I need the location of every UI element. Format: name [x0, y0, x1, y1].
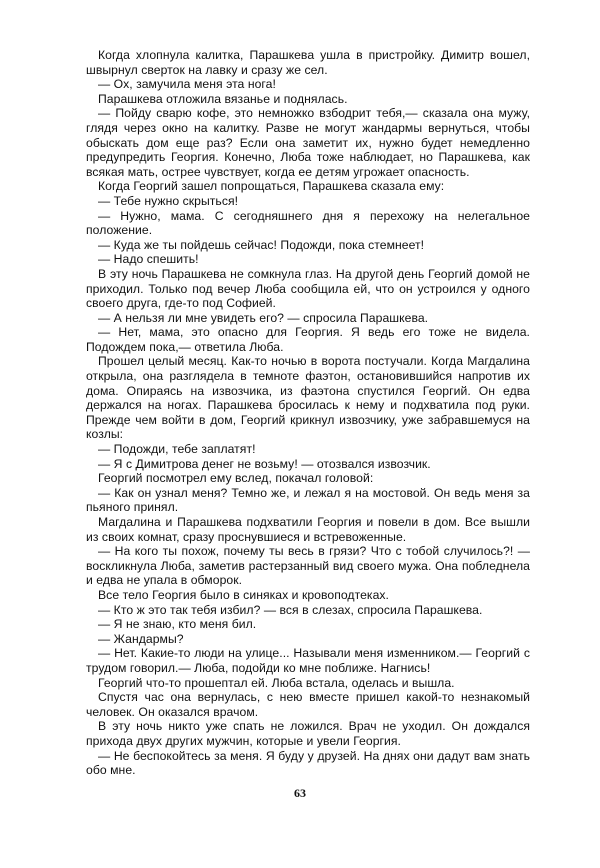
page-body [86, 48, 530, 778]
page-number: 63 [294, 786, 306, 800]
paragraph: Спустя час она вернулась, с нею вместе пришел какой-то незнакомый человек. Он оказался врачом. [86, 690, 530, 719]
paragraph: Георгий что-то прошептал ей. Люба встала, оделась и вышла. [98, 675, 455, 690]
paragraph: — Нет. Какие-то люди на улице... Называли меня изменником.— Георгий с трудом говорил.— Люба, подойди ко мне поближе. Нагнись! [86, 646, 530, 675]
paragraph: — На кого ты похож, почему ты весь в грязи? Что с тобой случилось?! — воскликнула Люба, заметив растерзанный вид своего мужа. Она побледнела и едва не упала в обморок. [86, 544, 530, 588]
paragraph: Георгий посмотрел ему вслед, покачал головой: [98, 471, 374, 486]
paragraph: — Жандармы? [98, 631, 184, 646]
paragraph: — Подожди, тебе заплатят! [98, 442, 256, 457]
paragraph: Прошел целый месяц. Как-то ночью в ворота постучали. Когда Магдалина открыла, она разглядела в темноте фаэтон, остановившийся напротив их дома. Опираясь на извозчика, из фаэтона спустился Георгий. Он едва держался на ногах. Парашкева бросилась к нему и подхватила под руки. Прежде чем войти в дом, Георгий крикнул извозчику, уже забравшемуся на козлы: [86, 354, 530, 442]
paragraph: — Нет, мама, это опасно для Георгия. Я ведь его тоже не видела. Подождем пока,— ответила Люба. [86, 325, 530, 354]
paragraph: В эту ночь Парашкева не сомкнула глаз. На другой день Георгий домой не приходил. Только под вечер Люба сообщила ей, что он устроился у одного своего друга, где-то под Софией. [86, 266, 530, 311]
paragraph: — Я с Димитрова денег не возьму! — отозвался извозчик. [98, 456, 431, 471]
paragraph: Все тело Георгия было в синяках и кровоподтеках. [98, 587, 389, 602]
paragraph: — Куда же ты пойдешь сейчас! Подожди, пока стемнеет! [98, 237, 425, 252]
paragraph: Когда хлопнула калитка, Парашкева ушла в пристройку. Димитр вошел, швырнул сверток на лавку и сразу же сел. [86, 48, 530, 77]
paragraph: В эту ночь никто уже спать не ложился. Врач не уходил. Он дождался прихода двух других мужчин, которые и увели Георгия. [86, 719, 530, 748]
paragraph: — Пойду сварю кофе, это немножко взбодрит тебя,— сказала она мужу, глядя через окно на калитку. Разве не могут жандармы вернуться, чтобы обыскать дом еще раз? Если она заметит их, нужно будет немедленно предупредить Георгия. Конечно, Люба тоже наблюдает, но Парашкева, как всякая мать, острее чувствует, когда ее детям угрожает опасность. [86, 106, 530, 179]
paragraph: — Не беспокойтесь за меня. Я буду у друзей. На днях они дадут вам знать обо мне. [86, 748, 530, 778]
paragraph: Парашкева отложила вязанье и поднялась. [98, 91, 348, 106]
paragraph: — Я не знаю, кто меня бил. [98, 617, 257, 632]
paragraph: — Кто ж это так тебя избил? — вся в слезах, спросила Парашкева. [98, 602, 483, 617]
paragraph: Магдалина и Парашкева подхватили Георгия и повели в дом. Все вышли из своих комнат, сразу проснувшиеся и встревоженные. [86, 515, 530, 544]
paragraph: — Нужно, мама. С сегодняшнего дня я перехожу на нелегальное положение. [86, 208, 530, 238]
paragraph: — Надо спешить! [98, 252, 199, 267]
paragraph: Когда Георгий зашел попрощаться, Парашкева сказала ему: [98, 179, 445, 194]
paragraph: — Тебе нужно скрыться! [98, 193, 239, 208]
paragraph: — А нельзя ли мне увидеть его? — спросила Парашкева. [98, 310, 429, 325]
paragraph: — Как он узнал меня? Темно же, и лежал я на мостовой. Он ведь меня за пьяного принял. [86, 485, 530, 515]
paragraph: — Ох, замучила меня эта нога! [98, 77, 276, 92]
